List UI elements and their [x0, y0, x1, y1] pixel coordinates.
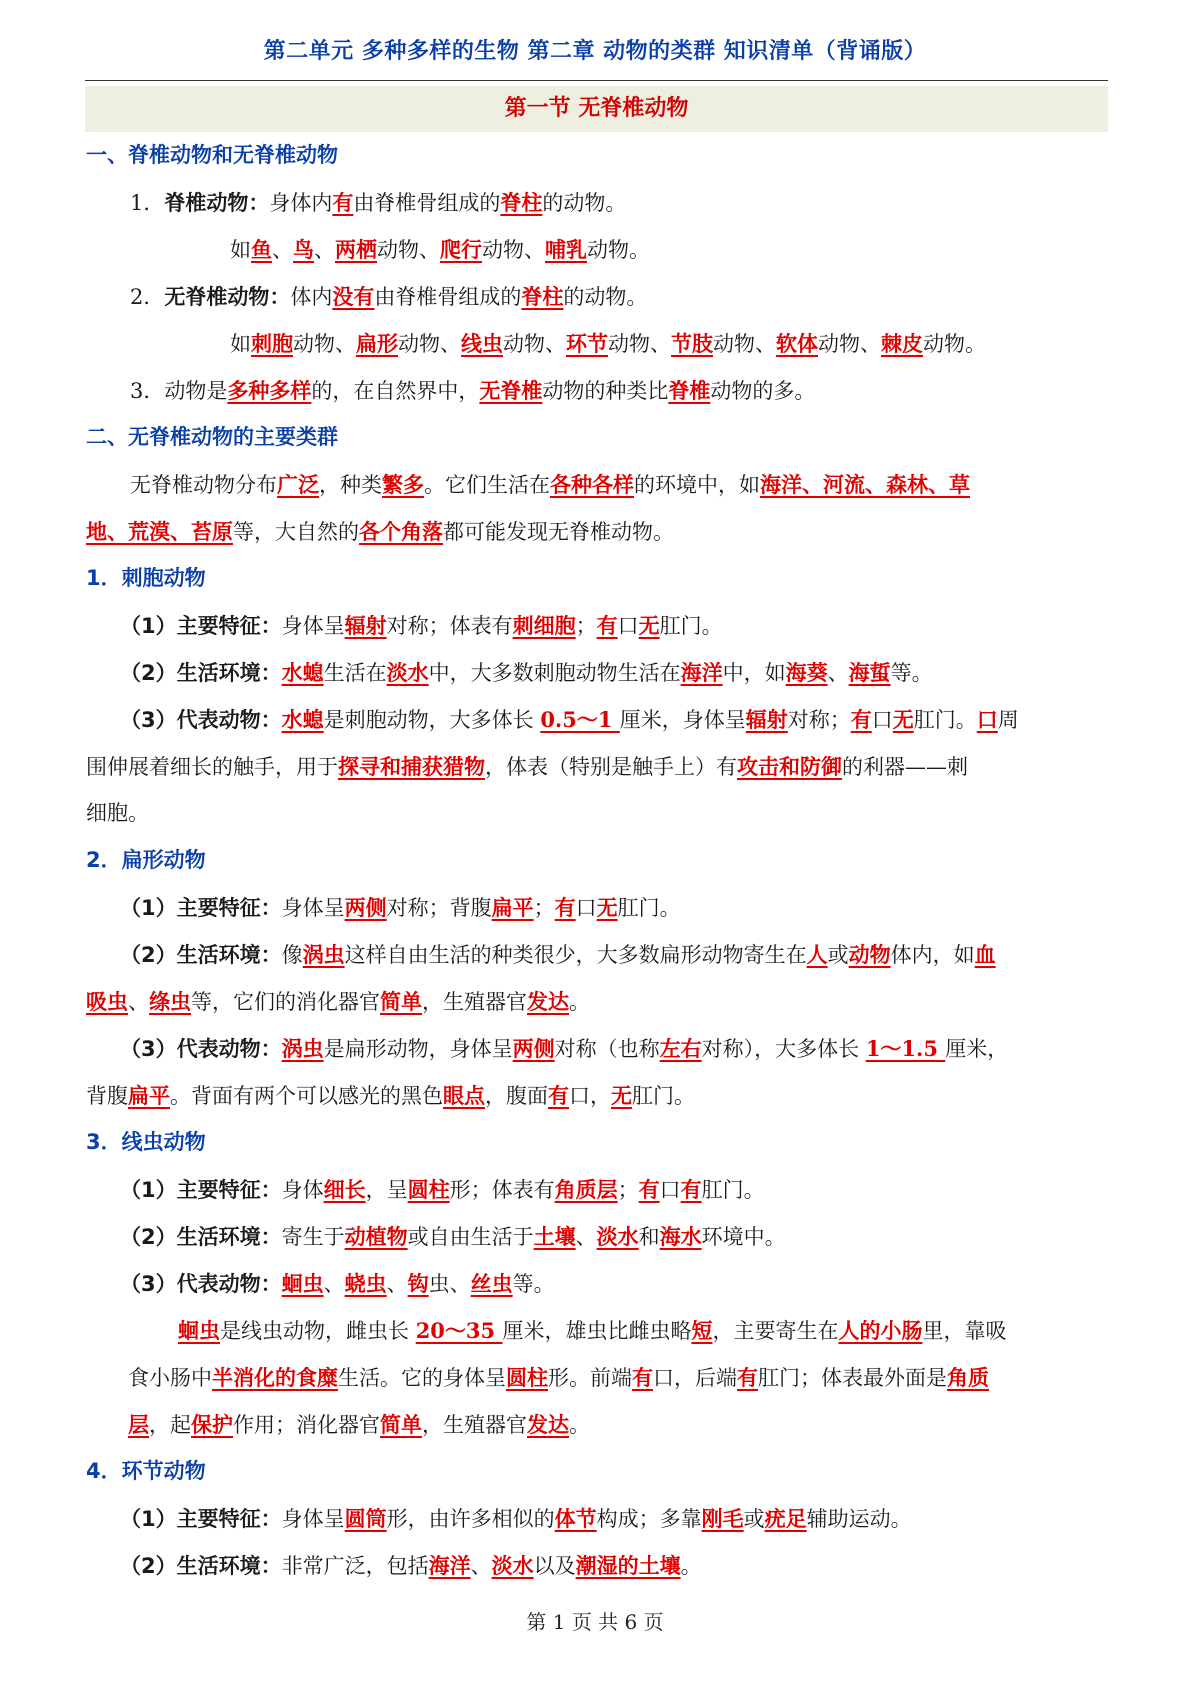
keyword-answer: 动植物: [344, 1224, 408, 1249]
keyword-answer: 扁平: [491, 895, 534, 920]
text-run: 由脊椎骨组成的: [353, 191, 501, 215]
field-label: （1）主要特征：: [120, 614, 282, 638]
keyword-answer: 有: [332, 190, 354, 215]
text-run: 辅助运动。: [806, 1507, 912, 1531]
text-run: 1．: [130, 191, 165, 215]
keyword-answer: 潮湿的土壤: [575, 1553, 681, 1578]
text-run: 的环境中，如: [634, 473, 760, 497]
item-2-examples: [86, 320, 1108, 367]
document-title: 第二单元 多种多样的生物 第二章 动物的类群 知识清单（背诵版）: [263, 39, 927, 64]
text-run: 中，如: [722, 661, 786, 685]
text-run: 、: [314, 238, 335, 262]
text-run: 2．: [130, 285, 165, 309]
keyword-answer: 海葵: [785, 660, 828, 685]
keyword-answer: 刺胞: [251, 331, 293, 356]
keyword-answer: 扁形: [356, 331, 398, 356]
keyword-answer: 血: [974, 942, 996, 967]
text-run: 肛门。: [913, 708, 977, 732]
keyword-answer: 地、荒漠、苔原: [86, 519, 233, 544]
text-run: 等。: [890, 661, 933, 685]
cnidaria-rep-2: [86, 743, 1108, 790]
text-run: 或: [827, 943, 849, 967]
keyword-answer: 没有: [332, 284, 375, 309]
text-run: 、: [386, 1272, 408, 1296]
text-run: 。: [569, 990, 590, 1014]
keyword-answer: 两栖: [335, 237, 377, 262]
text-run: 厘米，身体呈: [619, 708, 746, 732]
text-run: ，生殖器官: [422, 990, 527, 1014]
keyword-answer: 角质层: [554, 1177, 618, 1202]
keyword-answer: 圆筒: [344, 1506, 387, 1531]
text-run: 或自由生活于: [407, 1225, 534, 1249]
text-run: 动物、: [818, 332, 881, 356]
item-1: [86, 179, 1108, 226]
annelid-habitat: [86, 1542, 1108, 1589]
text-run: 都可能发现无脊椎动物。: [443, 520, 674, 544]
keyword-answer: 20～35: [415, 1318, 503, 1343]
text-run: 厘米，: [945, 1037, 1009, 1061]
keyword-answer: 鱼: [251, 237, 272, 262]
text-run: 、: [470, 1554, 492, 1578]
text-run: 动物。: [923, 332, 986, 356]
text-run: 虫、: [428, 1272, 471, 1296]
text-run: 对称；: [787, 708, 851, 732]
text-run: 以及: [533, 1554, 576, 1578]
keyword-answer: 各个角落: [359, 519, 443, 544]
heading-annelid: [86, 1448, 1108, 1495]
text-run: 的动物。: [563, 285, 648, 309]
text-run: 是扁形动物，身体呈: [323, 1037, 513, 1061]
text-run: 二、无脊椎动物的主要类群: [86, 425, 338, 449]
keyword-answer: 有: [850, 707, 872, 732]
flatworm-habitat-2: [86, 978, 1108, 1025]
text-run: 口，: [569, 1084, 611, 1108]
keyword-answer: 两侧: [344, 895, 387, 920]
keyword-answer: 爬行: [440, 237, 482, 262]
keyword-answer: 探寻和捕获猎物: [338, 754, 485, 779]
keyword-answer: 扁平: [128, 1083, 170, 1108]
keyword-answer: 绦虫: [149, 989, 191, 1014]
text-run: 、: [272, 238, 293, 262]
text-run: 4．环节动物: [86, 1459, 206, 1483]
keyword-answer: 涡虫: [281, 1036, 324, 1061]
text-run: 构成；多靠: [596, 1507, 702, 1531]
keyword-answer: 攻击和防御: [737, 754, 842, 779]
field-label: 无脊椎动物：: [164, 285, 291, 309]
text-run: 的动物。: [542, 191, 627, 215]
text-run: 肛门。: [659, 614, 723, 638]
text-run: 形，由许多相似的: [386, 1507, 555, 1531]
text-run: 肛门。: [701, 1178, 765, 1202]
text-run: 中，大多数刺胞动物生活在: [428, 661, 681, 685]
text-run: 、: [323, 1272, 345, 1296]
keyword-answer: 体节: [554, 1506, 597, 1531]
keyword-answer: 短: [691, 1318, 713, 1343]
text-run: 体内: [290, 285, 333, 309]
heading-2: [86, 414, 1108, 461]
keyword-answer: 淡水: [386, 660, 429, 685]
keyword-answer: 软体: [776, 331, 818, 356]
text-run: 口: [659, 1178, 681, 1202]
keyword-answer: 刚毛: [701, 1506, 744, 1531]
item-2: [86, 273, 1108, 320]
text-run: ，生殖器官: [422, 1413, 527, 1437]
keyword-answer: 发达: [527, 989, 569, 1014]
text-run: 口: [871, 708, 893, 732]
keyword-answer: 口: [976, 707, 998, 732]
keyword-answer: 海洋: [680, 660, 723, 685]
text-run: 动物、: [608, 332, 671, 356]
nematode-feature: [86, 1166, 1108, 1213]
text-run: 对称），大多体长: [701, 1037, 866, 1061]
field-label: 脊椎动物：: [164, 191, 270, 215]
keyword-answer: 无: [596, 895, 618, 920]
flatworm-habitat-1: [86, 931, 1108, 978]
keyword-answer: 有: [737, 1365, 758, 1390]
field-label: （1）主要特征：: [120, 1507, 282, 1531]
keyword-answer: 多种多样: [227, 378, 312, 403]
text-run: 、: [827, 661, 849, 685]
text-run: ；: [575, 614, 597, 638]
keyword-answer: 简单: [380, 1412, 422, 1437]
field-label: （3）代表动物：: [120, 1272, 282, 1296]
keyword-answer: 环节: [566, 331, 608, 356]
field-label: （2）生活环境：: [120, 943, 282, 967]
keyword-answer: 刺细胞: [512, 613, 576, 638]
nematode-habitat: [86, 1213, 1108, 1260]
text-run: 3．动物是: [130, 379, 228, 403]
text-run: 身体: [281, 1178, 324, 1202]
keyword-answer: 节肢: [671, 331, 713, 356]
text-run: 身体内: [269, 191, 333, 215]
keyword-answer: 保护: [191, 1412, 233, 1437]
text-run: 食小肠中: [128, 1366, 212, 1390]
heading-1: [86, 132, 1108, 179]
keyword-answer: 眼点: [443, 1083, 485, 1108]
text-run: 等。: [512, 1272, 555, 1296]
text-run: 肛门。: [617, 896, 681, 920]
heading-flatworm: [86, 837, 1108, 884]
text-run: 动物、: [293, 332, 356, 356]
text-run: 。它们生活在: [424, 473, 550, 497]
text-run: 生活在: [323, 661, 387, 685]
text-run: 对称；体表有: [386, 614, 513, 638]
text-run: 如: [230, 238, 251, 262]
field-label: （1）主要特征：: [120, 1178, 282, 1202]
text-run: 围伸展着细长的触手，用于: [86, 755, 338, 779]
text-run: 2．扁形动物: [86, 848, 206, 872]
text-run: 和: [638, 1225, 660, 1249]
text-run: 。: [680, 1554, 702, 1578]
keyword-answer: 辐射: [745, 707, 788, 732]
text-run: 是线虫动物，雌虫长: [220, 1319, 416, 1343]
text-run: ；: [617, 1178, 639, 1202]
text-run: ，腹面: [485, 1084, 548, 1108]
text-run: 的，在自然界中，: [311, 379, 480, 403]
keyword-answer: 有: [548, 1083, 569, 1108]
keyword-answer: 半消化的食糜: [212, 1365, 338, 1390]
text-run: ；: [533, 896, 555, 920]
text-run: 无脊椎动物分布: [130, 473, 277, 497]
keyword-answer: 钩: [407, 1271, 429, 1296]
text-run: 动物、: [713, 332, 776, 356]
keyword-answer: 辐射: [344, 613, 387, 638]
keyword-answer: 涡虫: [302, 942, 345, 967]
roundworm-2: [86, 1354, 1108, 1401]
keyword-answer: 动物: [848, 942, 891, 967]
keyword-answer: 疣足: [764, 1506, 807, 1531]
nematode-rep: [86, 1260, 1108, 1307]
item-3: [86, 367, 1108, 414]
cnidaria-rep-3: [86, 790, 1108, 837]
keyword-answer: 哺乳: [545, 237, 587, 262]
text-run: 是刺胞动物，大多体长: [323, 708, 541, 732]
field-label: （2）生活环境：: [120, 1225, 282, 1249]
keyword-answer: 各种各样: [550, 472, 634, 497]
keyword-answer: 线虫: [461, 331, 503, 356]
heading-nematode: [86, 1119, 1108, 1166]
keyword-answer: 圆柱: [407, 1177, 450, 1202]
keyword-answer: 有: [554, 895, 576, 920]
text-run: 厘米，雄虫比雌虫略: [502, 1319, 692, 1343]
keyword-answer: 简单: [380, 989, 422, 1014]
text-run: 环境中。: [701, 1225, 786, 1249]
text-run: 如: [230, 332, 251, 356]
keyword-answer: 左右: [659, 1036, 702, 1061]
keyword-answer: 无脊椎: [479, 378, 543, 403]
field-label: （1）主要特征：: [120, 896, 282, 920]
keyword-answer: 有: [680, 1177, 702, 1202]
text-run: 对称（也称: [554, 1037, 660, 1061]
text-run: ，起: [149, 1413, 191, 1437]
text-run: 寄生于: [281, 1225, 345, 1249]
text-run: 生活。它的身体呈: [338, 1366, 506, 1390]
text-run: 动物、: [398, 332, 461, 356]
keyword-answer: 角质: [947, 1365, 989, 1390]
text-run: 口: [617, 614, 639, 638]
keyword-answer: 水螅: [281, 660, 324, 685]
text-run: 口，后端: [653, 1366, 737, 1390]
keyword-answer: 棘皮: [881, 331, 923, 356]
keyword-answer: 蛲虫: [344, 1271, 387, 1296]
roundworm-1: [86, 1307, 1108, 1354]
cnidaria-habitat: [86, 649, 1108, 696]
flatworm-rep-2: [86, 1072, 1108, 1119]
keyword-answer: 土壤: [533, 1224, 576, 1249]
document-body: [86, 132, 1108, 1589]
keyword-answer: 水螅: [281, 707, 324, 732]
text-run: 背腹: [86, 1084, 128, 1108]
text-run: 动物、: [503, 332, 566, 356]
heading-cnidaria: [86, 555, 1108, 602]
intro-para-1: [86, 461, 1108, 508]
text-run: 这样自由生活的种类很少，大多数扁形动物寄生在: [344, 943, 807, 967]
annelid-feature: [86, 1495, 1108, 1542]
keyword-answer: 1～1.5: [865, 1036, 946, 1061]
text-run: 作用；消化器官: [233, 1413, 380, 1437]
text-run: 。: [569, 1413, 590, 1437]
text-run: 动物的种类比: [542, 379, 669, 403]
keyword-answer: 细长: [323, 1177, 366, 1202]
flatworm-feature: [86, 884, 1108, 931]
text-run: 周: [997, 708, 1019, 732]
text-run: ，呈: [365, 1178, 408, 1202]
keyword-answer: 吸虫: [86, 989, 128, 1014]
text-run: 动物的多。: [710, 379, 816, 403]
text-run: ，种类: [319, 473, 382, 497]
keyword-answer: 有: [596, 613, 618, 638]
text-run: 像: [281, 943, 303, 967]
keyword-answer: 两侧: [512, 1036, 555, 1061]
text-run: ，体表（特别是触手上）有: [485, 755, 737, 779]
field-label: （3）代表动物：: [120, 1037, 282, 1061]
text-run: 动物。: [587, 238, 650, 262]
page-footer: 第 1 页 共 6 页: [526, 1610, 664, 1634]
text-run: 等，它们的消化器官: [191, 990, 380, 1014]
text-run: 肛门。: [632, 1084, 695, 1108]
keyword-answer: 层: [128, 1412, 149, 1437]
keyword-answer: 脊椎: [668, 378, 711, 403]
text-run: 、: [575, 1225, 597, 1249]
text-run: 身体呈: [281, 1507, 345, 1531]
text-run: 1．刺胞动物: [86, 566, 206, 590]
field-label: （2）生活环境：: [120, 1554, 282, 1578]
cnidaria-rep-1: [86, 696, 1108, 743]
text-run: 身体呈: [281, 614, 345, 638]
text-run: ，主要寄生在: [712, 1319, 839, 1343]
text-run: 。背面有两个可以感光的黑色: [170, 1084, 443, 1108]
keyword-answer: 蛔虫: [281, 1271, 324, 1296]
text-run: 、: [128, 990, 149, 1014]
keyword-answer: 海洋、河流、森林、草: [760, 472, 970, 497]
field-label: （2）生活环境：: [120, 661, 282, 685]
keyword-answer: 广泛: [277, 472, 319, 497]
text-run: 里，靠吸: [922, 1319, 1007, 1343]
text-run: 或: [743, 1507, 765, 1531]
keyword-answer: 有: [638, 1177, 660, 1202]
keyword-answer: 鸟: [293, 237, 314, 262]
keyword-answer: 0.5～1: [540, 707, 620, 732]
roundworm-3: [86, 1401, 1108, 1448]
text-run: 形。前端: [548, 1366, 632, 1390]
keyword-answer: 海洋: [428, 1553, 471, 1578]
text-run: 肛门；体表最外面是: [758, 1366, 947, 1390]
text-run: 动物、: [482, 238, 545, 262]
text-run: 体内，如: [890, 943, 975, 967]
keyword-answer: 圆柱: [506, 1365, 548, 1390]
text-run: 对称；背腹: [386, 896, 492, 920]
keyword-answer: 繁多: [382, 472, 424, 497]
text-run: 3．线虫动物: [86, 1130, 206, 1154]
keyword-answer: 无: [638, 613, 660, 638]
keyword-answer: 人: [806, 942, 828, 967]
text-run: 的利器——刺: [842, 755, 968, 779]
keyword-answer: 淡水: [596, 1224, 639, 1249]
keyword-answer: 有: [632, 1365, 653, 1390]
keyword-answer: 淡水: [491, 1553, 534, 1578]
keyword-answer: 脊柱: [500, 190, 543, 215]
keyword-answer: 海水: [659, 1224, 702, 1249]
keyword-answer: 人的小肠: [838, 1318, 923, 1343]
text-run: 细胞。: [86, 801, 149, 825]
text-run: 由脊椎骨组成的: [374, 285, 522, 309]
text-run: 等，大自然的: [233, 520, 359, 544]
section-title: 第一节 无脊椎动物: [85, 86, 1108, 132]
text-run: 一、脊椎动物和无脊椎动物: [86, 143, 338, 167]
keyword-answer: 丝虫: [470, 1271, 513, 1296]
keyword-answer: 发达: [527, 1412, 569, 1437]
flatworm-rep-1: [86, 1025, 1108, 1072]
keyword-answer: 蛔虫: [178, 1318, 220, 1343]
keyword-answer: 无: [611, 1083, 632, 1108]
intro-para-2: [86, 508, 1108, 555]
text-run: 身体呈: [281, 896, 345, 920]
text-run: 非常广泛，包括: [281, 1554, 429, 1578]
text-run: 口: [575, 896, 597, 920]
keyword-answer: 无: [892, 707, 914, 732]
keyword-answer: 脊柱: [521, 284, 564, 309]
text-run: 形；体表有: [449, 1178, 555, 1202]
text-run: 动物、: [377, 238, 440, 262]
item-1-examples: [86, 226, 1108, 273]
keyword-answer: 海蜇: [848, 660, 891, 685]
field-label: （3）代表动物：: [120, 708, 282, 732]
title-divider: [85, 80, 1108, 81]
cnidaria-feature: [86, 602, 1108, 649]
